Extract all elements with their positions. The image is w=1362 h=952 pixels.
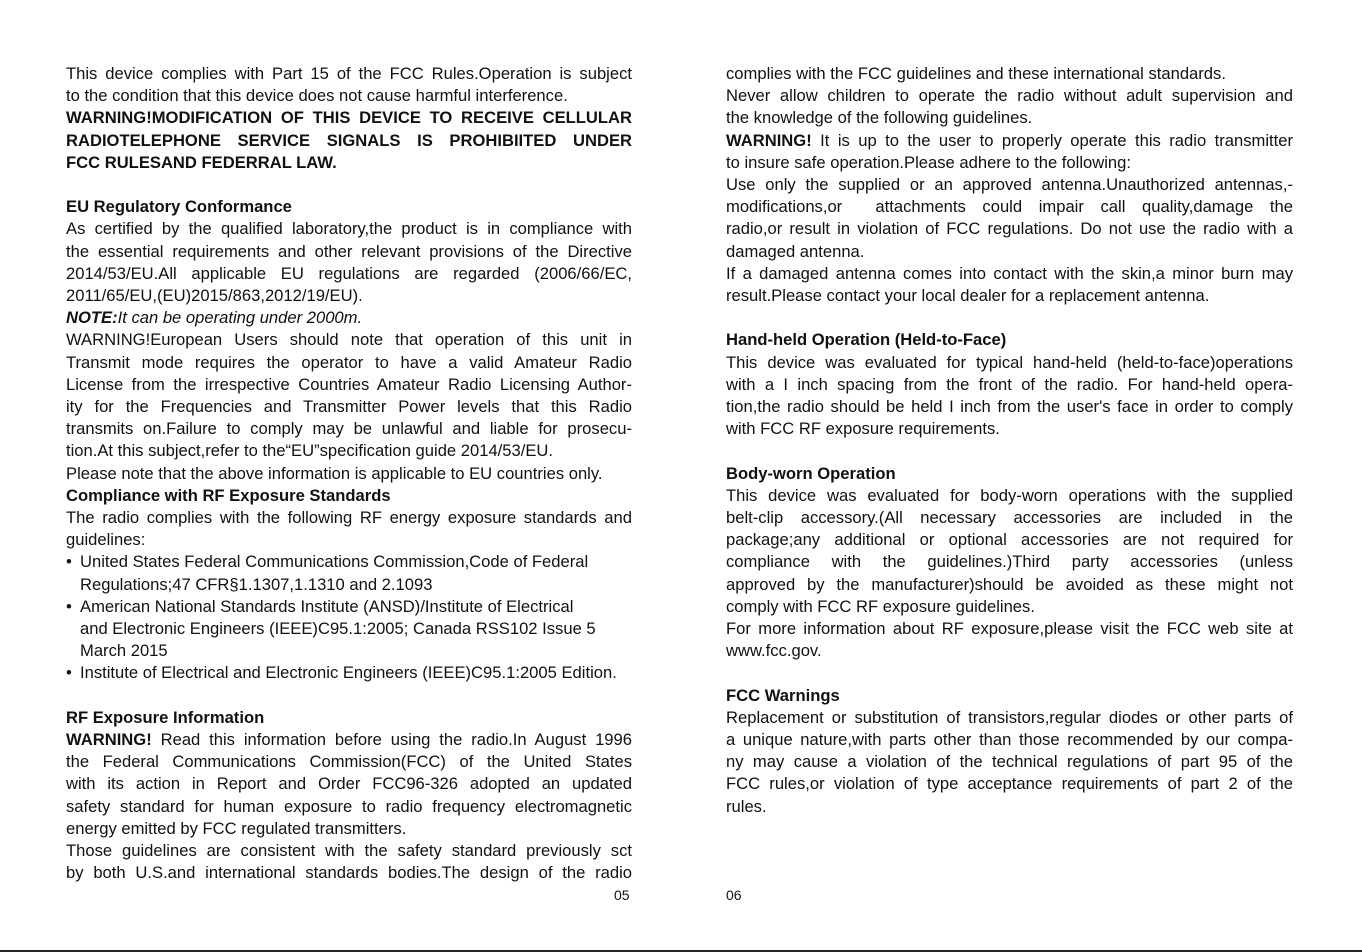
warning-line: result.Please contact your local dealer for a replacement antenna. <box>726 286 1210 306</box>
fcc-warnings-line: ny may cause a violation of the technical regulations of part 95 of the <box>726 752 1293 772</box>
bodyworn-line: belt-clip accessory.(All necessary accessories are included in the <box>726 508 1293 528</box>
rf-info-line: safety standard for human exposure to radio frequency electromagnetic <box>66 796 632 816</box>
warning-label: WARNING! <box>726 130 812 150</box>
fcc-warnings-heading: FCC Warnings <box>726 685 840 705</box>
fcc-line: to the condition that this device does not cause harmful interference. <box>66 86 568 106</box>
page-number-right: 06 <box>726 887 742 903</box>
eu-note: Please note that the above information is applicable to EU countries only. <box>66 463 603 483</box>
list-item: • American National Standards Institute (ANSD)/Institute of Electrical and Electronic Engineers (IEEE)C95.1:2005; Canada RSS102 Issue 5 March 2015 <box>66 596 596 661</box>
eu-line: 2011/65/EU,(EU)2015/863,2012/19/EU). <box>66 286 363 306</box>
bodyworn-line: package;any additional or optional accessories are not required for <box>726 530 1293 550</box>
fcc-warnings-line: Replacement or substitution of transistors,regular diodes or other parts of <box>726 707 1293 727</box>
rf-compliance-heading: Compliance with RF Exposure Standards <box>66 485 391 505</box>
handheld-line: This device was evaluated for typical hand-held (held-to-face)operations <box>726 352 1293 372</box>
eu-warning-line: tion.At this subject,refer to the“EU”specification guide 2014/53/EU. <box>66 441 554 461</box>
rf-info-line: Those guidelines are consistent with the safety standard previously sct <box>66 841 632 861</box>
intro-line: complies with the FCC guidelines and these international standards. <box>726 64 1226 83</box>
bodyworn-line: approved by the manufacturer)should be avoided as these might not <box>726 574 1293 594</box>
rf-info-line: WARNING! Read this information before using the radio.In August 1996 <box>66 730 632 750</box>
note-line <box>66 307 632 329</box>
handheld-line: with FCC RF exposure requirements. <box>726 419 1000 439</box>
bodyworn-line: For more information about RF exposure,please visit the FCC web site at <box>726 619 1293 639</box>
bodyworn-line: This device was evaluated for body-worn operations with the supplied <box>726 485 1293 505</box>
bullet-icon: • <box>66 596 72 616</box>
rf-info-line: the Federal Communications Commission(FCC) of the United States <box>66 752 632 772</box>
page-number-left: 05 <box>614 887 630 903</box>
rf-info-line: with its action in Report and Order FCC96-326 adopted an updated <box>66 774 632 794</box>
warning-line: modifications,or attachments could impair call quality,damage the <box>726 197 1293 217</box>
right-page <box>726 63 1293 818</box>
fcc-warnings-line: rules. <box>726 796 767 816</box>
warning-line: Use only the supplied or an approved antenna.Unauthorized antennas,- <box>726 175 1293 195</box>
handheld-line: tion,the radio should be held I inch from the user's face in order to comply <box>726 397 1293 417</box>
warning-line: damaged antenna. <box>726 241 865 261</box>
rf-info-heading: RF Exposure Information <box>66 707 265 727</box>
warning-line: to insure safe operation.Please adhere to the following: <box>726 152 1131 172</box>
eu-warning-line: ity for the Frequencies and Transmitter Power levels that this Radio <box>66 397 632 417</box>
fcc-warnings-line: FCC rules,or violation of type acceptance requirements of part 2 of the <box>726 774 1293 794</box>
eu-warning-line: WARNING!European Users should note that operation of this unit in <box>66 330 632 350</box>
bullet-icon: • <box>66 663 72 683</box>
fcc-warning-line: WARNING!MODIFICATION OF THIS DEVICE TO RECEIVE CELLULAR <box>66 108 632 128</box>
warning-line: radio,or result in violation of FCC regulations. Do not use the radio with a <box>726 219 1293 239</box>
warning-label: WARNING! <box>66 730 152 750</box>
eu-line: As certified by the qualified laboratory,the product is in compliance with <box>66 219 632 239</box>
warning-line: If a damaged antenna comes into contact with the skin,a minor burn may <box>726 263 1293 283</box>
list-item: • United States Federal Communications Commission,Code of Federal Regulations;47 CFR§1.1307,1.1310 and 2.1093 <box>66 552 589 594</box>
rf-compliance-line: guidelines: <box>66 530 146 550</box>
eu-warning-line: Transmit mode requires the operator to have a valid Amateur Radio <box>66 352 632 372</box>
eu-line: the essential requirements and other relevant provisions of the Directive <box>66 241 632 261</box>
eu-line: 2014/53/EU.All applicable EU regulations are regarded (2006/66/EC, <box>66 263 632 283</box>
eu-warning-line: transmits on.Failure to comply may be unlawful and liable for prosecu- <box>66 419 632 439</box>
handheld-line: with a I inch spacing from the front of the radio. For hand-held opera- <box>726 374 1293 394</box>
fcc-line: This device complies with Part 15 of the FCC Rules.Operation is subject <box>66 64 632 83</box>
eu-heading: EU Regulatory Conformance <box>66 197 292 217</box>
bodyworn-heading: Body-worn Operation <box>726 463 896 483</box>
rf-info-line: energy emitted by FCC regulated transmitters. <box>66 818 407 838</box>
fcc-warning-line: RADIOTELEPHONE SERVICE SIGNALS IS PROHIBIITED UNDER <box>66 130 632 150</box>
left-page <box>66 63 632 884</box>
note-text: It can be operating under 2000m. <box>117 308 363 328</box>
fcc-warnings-line: a unique nature,with parts other than those recommended by our compa- <box>726 730 1293 750</box>
eu-warning-line: License from the irrespective Countries Amateur Radio Licensing Author- <box>66 374 632 394</box>
note-label: NOTE: <box>66 308 118 328</box>
rf-info-line: by both U.S.and international standards bodies.The design of the radio <box>66 863 632 883</box>
intro-line: the knowledge of the following guidelines. <box>726 108 1033 128</box>
bodyworn-line: compliance with the guidelines.)Third party accessories (unless <box>726 552 1293 572</box>
rf-compliance-line: The radio complies with the following RF energy exposure standards and <box>66 508 632 528</box>
bodyworn-line: comply with FCC RF exposure guidelines. <box>726 596 1035 616</box>
list-item: • Institute of Electrical and Electronic Engineers (IEEE)C95.1:2005 Edition. <box>66 662 632 684</box>
bullet-icon: • <box>66 552 72 572</box>
fcc-warning-line: FCC RULESAND FEDERRAL LAW. <box>66 152 337 172</box>
fcc-website-link: www.fcc.gov. <box>726 641 822 661</box>
warning-line: WARNING! It is up to the user to properly operate this radio transmitter <box>726 130 1293 150</box>
intro-line: Never allow children to operate the radio without adult supervision and <box>726 86 1293 106</box>
handheld-heading: Hand-held Operation (Held-to-Face) <box>726 330 1007 350</box>
